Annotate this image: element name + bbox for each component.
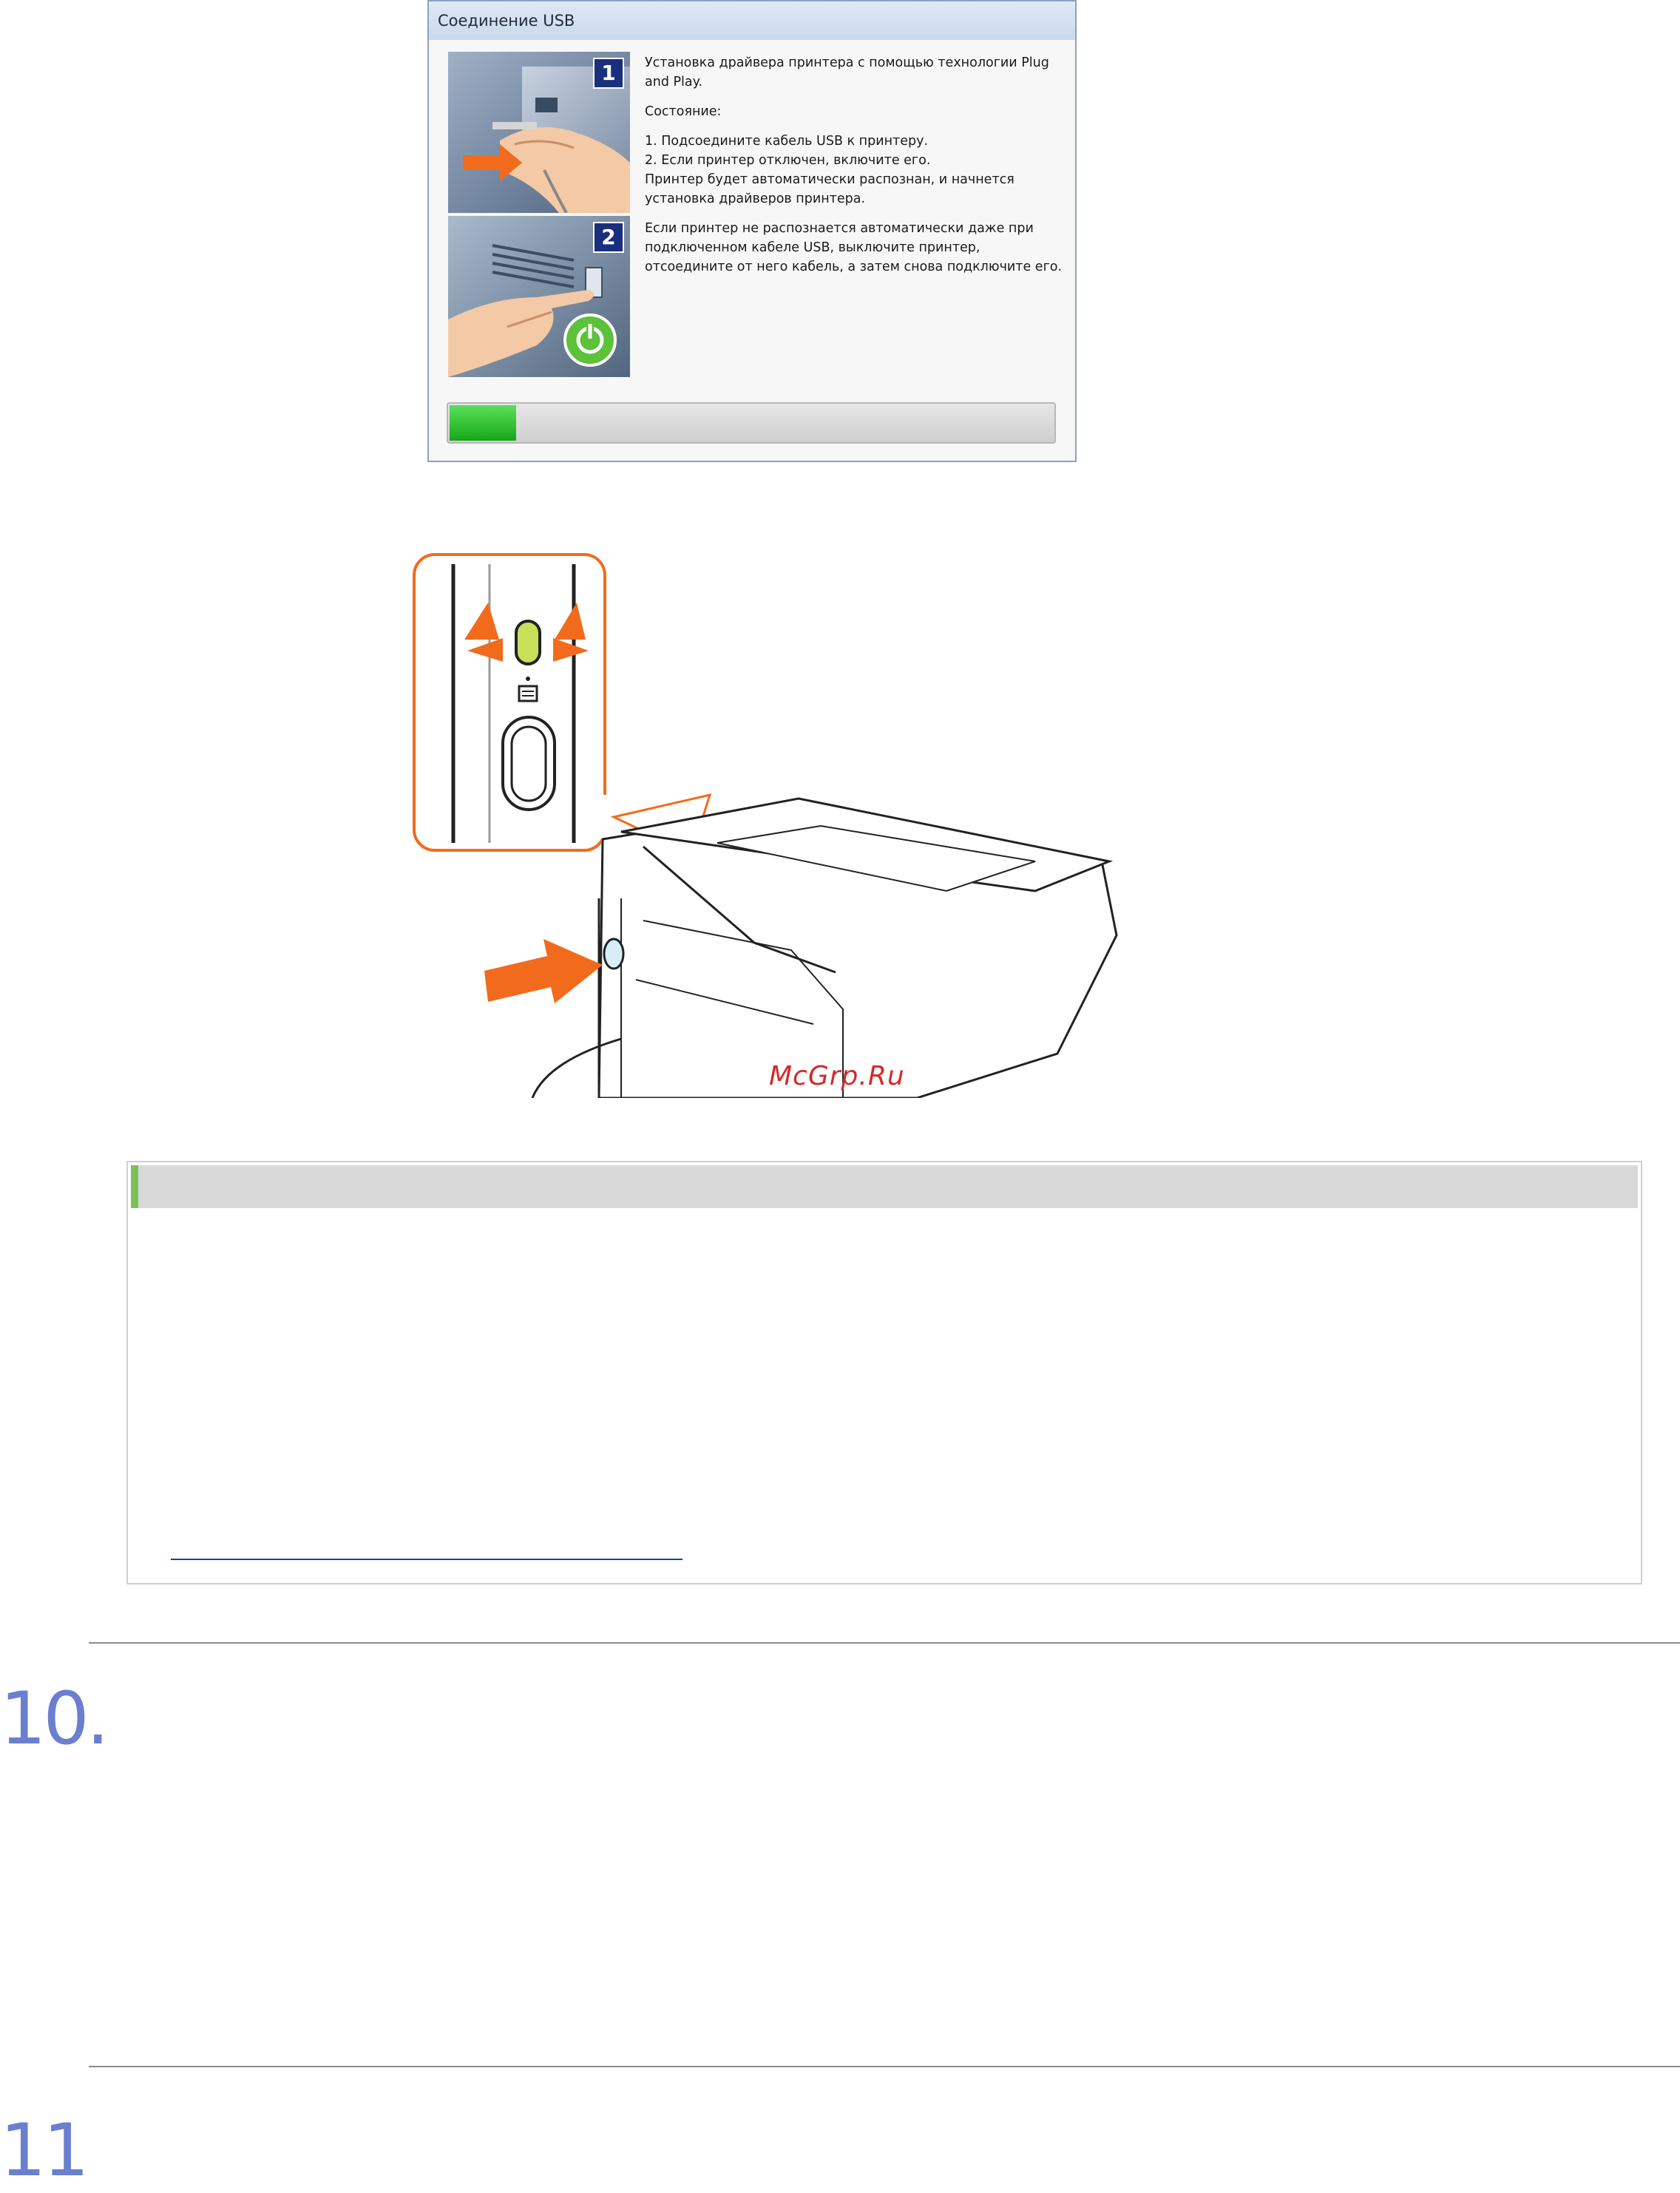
dialog-instructions <box>645 53 1066 287</box>
status-label: Состояние: <box>645 104 722 119</box>
install-progress-bar <box>447 402 1056 444</box>
note-box <box>126 1161 1642 1584</box>
step-number-11: 11 <box>0 2109 87 2193</box>
power-on-illustration <box>448 216 630 377</box>
instruction-auto-detect: Принтер будет автоматически распознан, и начнется установка драйверов принтера. <box>645 172 1015 206</box>
instruction-step-2: 2. Если принтер отключен, включите его. <box>645 153 931 168</box>
note-link[interactable] <box>171 1536 682 1560</box>
progress-fill <box>450 405 516 441</box>
note-header-label <box>138 1176 150 1197</box>
step-divider-10 <box>89 1642 1680 1644</box>
dialog-body <box>429 40 1075 461</box>
printer-image <box>399 551 1124 1098</box>
printer-power-illustration <box>399 551 1124 1098</box>
usb-connection-dialog <box>427 0 1077 462</box>
note-header <box>131 1165 1638 1208</box>
step-1-badge: 1 <box>593 58 624 89</box>
watermark: McGrp.Ru <box>769 1061 905 1091</box>
instruction-intro: Установка драйвера принтера с помощью технологии Plug and Play. <box>645 55 1049 89</box>
instruction-step-1: 1. Подсоедините кабель USB к принтеру. <box>645 134 929 149</box>
usb-cable-illustration <box>448 52 630 213</box>
step-2-badge: 2 <box>593 222 624 253</box>
step-number-10: 10. <box>0 1677 106 1761</box>
dialog-title: Соединение USB <box>438 12 575 30</box>
step-divider-11 <box>89 2066 1680 2067</box>
dialog-titlebar[interactable] <box>429 1 1075 41</box>
instruction-troubleshoot: Если принтер не распознается автоматически даже при подключенном кабеле USB, выключите принтер, отсоедините от него кабель, а затем снова подключите его. <box>645 221 1063 274</box>
